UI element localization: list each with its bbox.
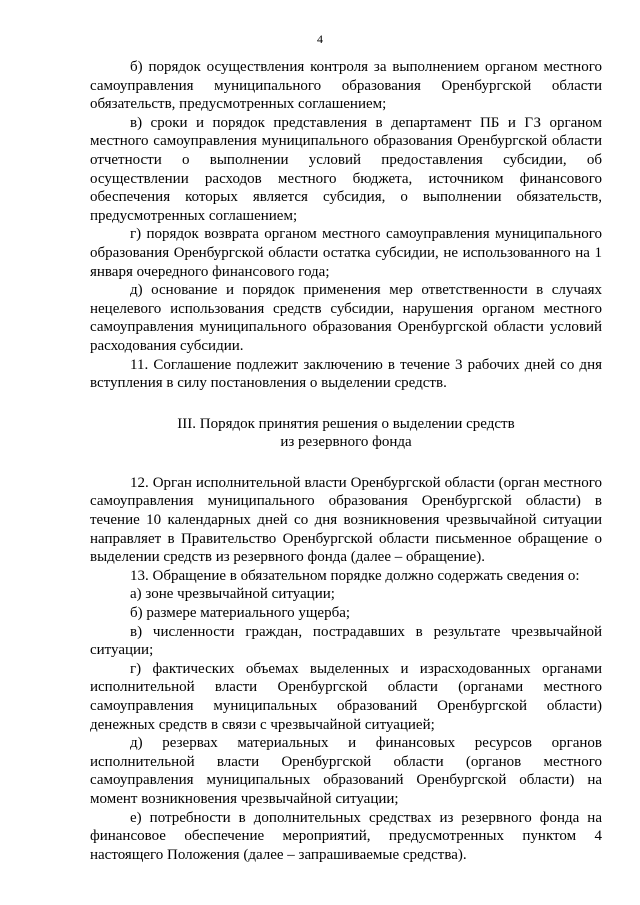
list-item-v-victims: в) численности граждан, пострадавших в результате чрезвычайной ситуации; bbox=[90, 623, 602, 659]
list-item-g-spent-funds: г) фактических объемах выделенных и израсходованных органами исполнительной власти Оренбургской области (органами местного самоуправления муниципальных образований Оренбургской области) денежных средств в связи с чрезвычайной ситуацией; bbox=[90, 660, 602, 733]
document-body bbox=[90, 58, 602, 864]
paragraph-g-return: г) порядок возврата органом местного самоуправления муниципального образования Оренбургской области остатка субсидии, не использованного на 1 января очередного финансового года; bbox=[90, 226, 602, 280]
list-item-b-damage: б) размере материального ущерба; bbox=[130, 605, 351, 622]
paragraph-12-application: 12. Орган исполнительной власти Оренбургской области (орган местного самоуправления муниципального образования Оренбургской области) в течение 10 календарных дней со дня возникновения чрезвычайной ситуации направляет в Правительство Оренбургской области письменное обращение о выделении средств из резервного фонда (далее – обращение). bbox=[90, 474, 602, 566]
paragraph-13-contents: 13. Обращение в обязательном порядке должно содержать сведения о: bbox=[130, 567, 580, 584]
list-item-d-reserves: д) резервах материальных и финансовых ресурсов органов исполнительной власти Оренбургской области (органов местного самоуправления муниципальных образований Оренбургской области) на момент возникновения чрезвычайной ситуации; bbox=[90, 735, 602, 807]
section-heading-line-2: из резервного фонда bbox=[280, 434, 412, 451]
section-heading bbox=[90, 415, 602, 452]
paragraph-b-control: б) порядок осуществления контроля за выполнением органом местного самоуправления муниципального образования Оренбургской области обязательств, предусмотренных соглашением; bbox=[90, 59, 602, 113]
page-number: 4 bbox=[317, 32, 323, 46]
paragraph-d-liability: д) основание и порядок применения мер ответственности в случаях нецелевого использования средств субсидии, нарушения органом местного самоуправления муниципального образования Оренбургской области условий расходования субсидии. bbox=[90, 282, 602, 354]
list-item-e-requested-funds: е) потребности в дополнительных средствах из резервного фонда на финансовое обеспечение мероприятий, предусмотренных пунктом 4 настоящего Положения (далее – запрашиваемые средства). bbox=[90, 809, 602, 863]
list-item-a-zone: а) зоне чрезвычайной ситуации; bbox=[130, 586, 335, 603]
section-heading-line-1: III. Порядок принятия решения о выделении средств bbox=[177, 415, 515, 432]
paragraph-11-agreement: 11. Соглашение подлежит заключению в течение 3 рабочих дней со дня вступления в силу постановления о выделении средств. bbox=[90, 356, 602, 392]
paragraph-v-reporting: в) сроки и порядок представления в департамент ПБ и ГЗ органом местного самоуправления муниципального образования Оренбургской области отчетности о выполнении условий предоставления субсидии, об осуществлении расходов местного бюджета, источником финансового обеспечения которых является субсидия, о выполнении обязательств, предусмотренных соглашением; bbox=[90, 114, 602, 224]
